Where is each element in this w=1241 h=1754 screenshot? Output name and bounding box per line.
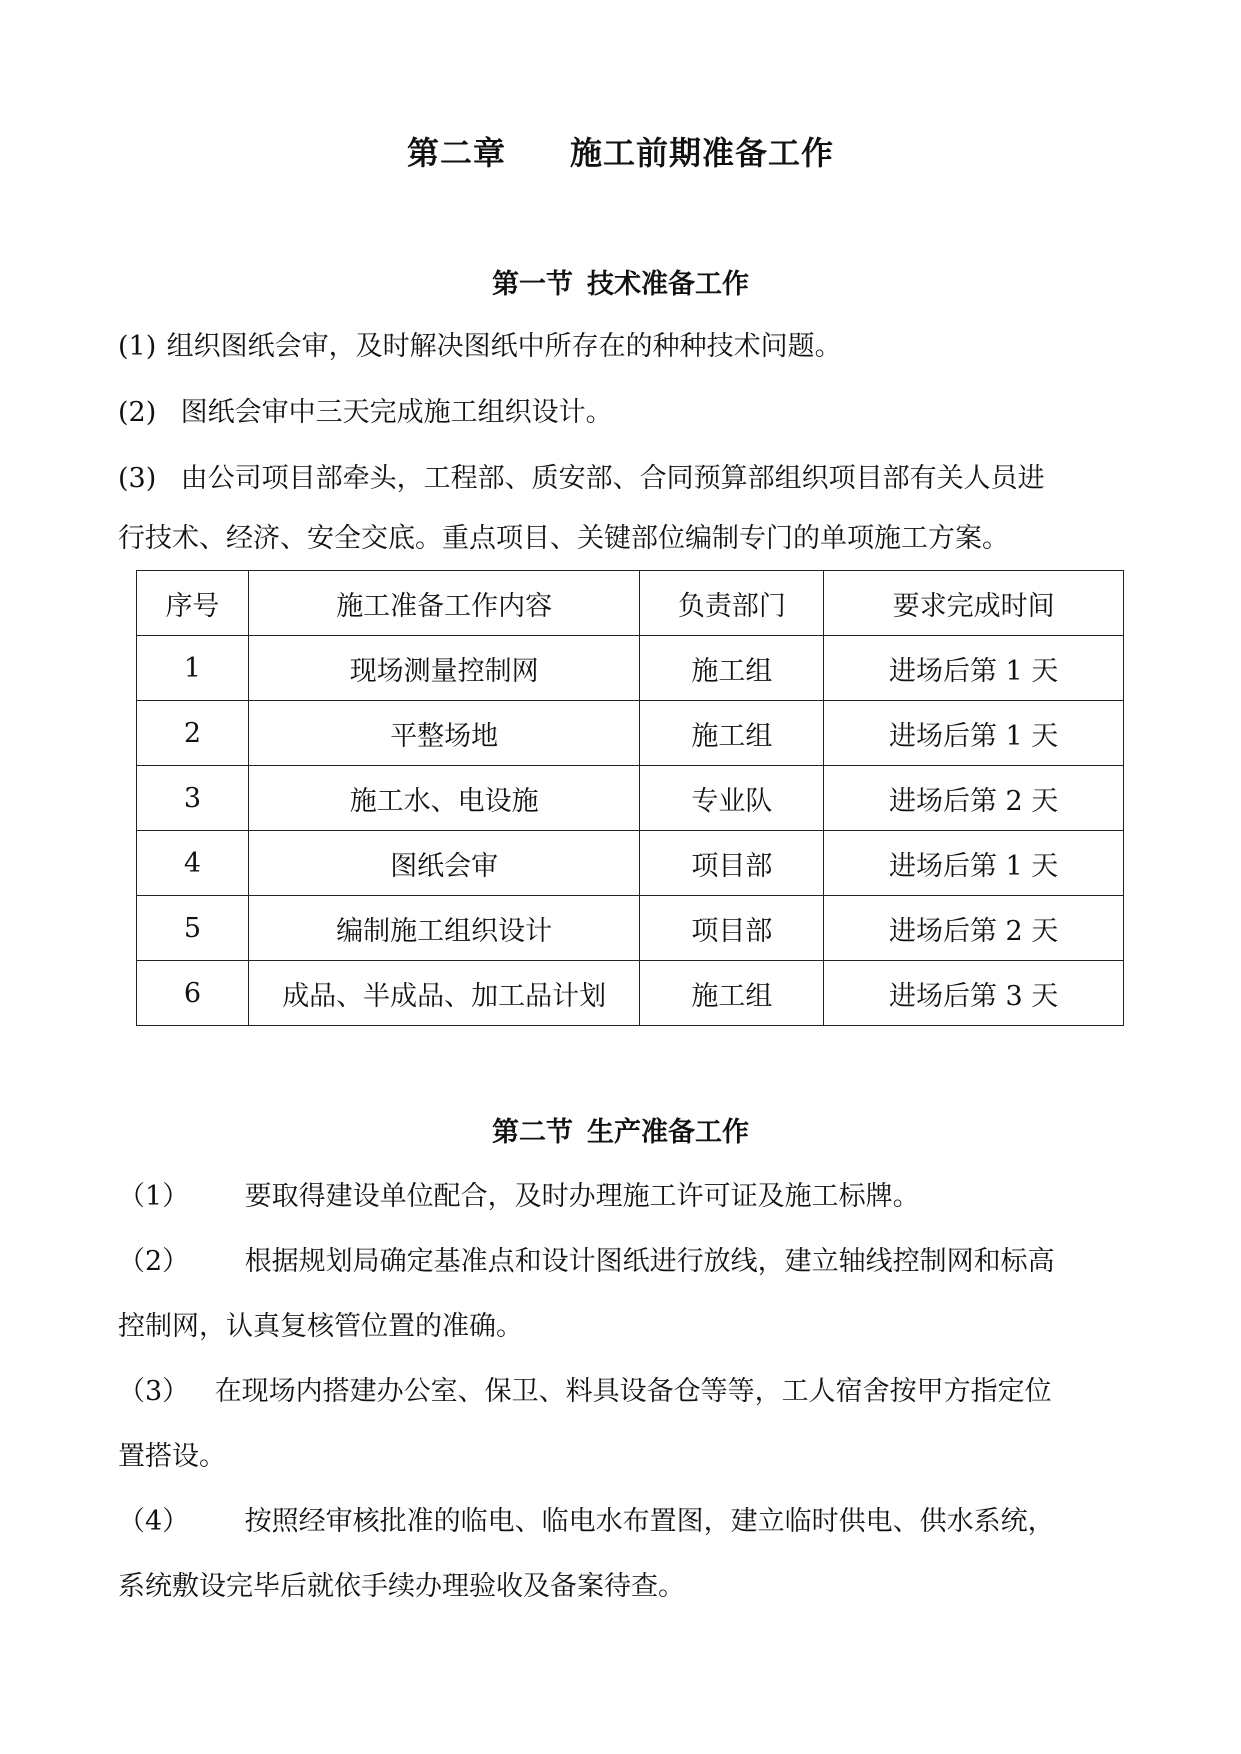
table-cell: 现场测量控制网 <box>248 636 640 701</box>
prod-item-4 <box>118 1489 1123 1555</box>
table-cell: 施工水、电设施 <box>248 766 640 831</box>
table-cell: 4 <box>137 831 249 896</box>
prod-item-1 <box>118 1164 1123 1230</box>
table-cell: 进场后第 1 天 <box>824 636 1124 701</box>
item-text: 在现场内搭建办公室、保卫、料具设备仓等等，工人宿舍按甲方指定位 <box>214 1376 1052 1407</box>
tech-item-2 <box>118 380 1123 446</box>
item-text: 要取得建设单位配合，及时办理施工许可证及施工标牌。 <box>244 1181 920 1212</box>
prod-item-2-continued: 控制网，认真复核管位置的准确。 <box>118 1311 523 1342</box>
table-cell: 进场后第 2 天 <box>824 896 1124 961</box>
prod-item-3-continued: 置搭设。 <box>118 1441 226 1472</box>
table-row <box>137 896 1124 961</box>
table-cell: 施工组 <box>640 636 824 701</box>
section-name: 技术准备工作 <box>587 269 749 300</box>
table-cell: 项目部 <box>640 831 824 896</box>
item-number: (2) <box>118 397 157 428</box>
table-cell: 施工组 <box>640 961 824 1026</box>
item-text: 组织图纸会审，及时解决图纸中所存在的种种技术问题。 <box>166 331 842 362</box>
prod-item-3 <box>118 1359 1123 1425</box>
item-number: （2） <box>118 1246 190 1277</box>
header-cell: 施工准备工作内容 <box>248 571 640 636</box>
table-row <box>137 961 1124 1026</box>
item-text: 图纸会审中三天完成施工组织设计。 <box>180 397 613 428</box>
prod-item-4-continued: 系统敷设完毕后就依手续办理验收及备案待查。 <box>118 1571 685 1602</box>
table-row <box>137 636 1124 701</box>
table-row <box>137 831 1124 896</box>
table-cell: 专业队 <box>640 766 824 831</box>
table-cell: 进场后第 2 天 <box>824 766 1124 831</box>
section-title-1 <box>0 262 1241 301</box>
item-text: 由公司项目部牵头，工程部、质安部、合同预算部组织项目部有关人员进 <box>180 463 1045 494</box>
header-cell: 序号 <box>137 571 249 636</box>
item-number: （4） <box>118 1506 190 1537</box>
chapter-title <box>0 128 1241 174</box>
header-cell: 要求完成时间 <box>824 571 1124 636</box>
item-text: 根据规划局确定基准点和设计图纸进行放线，建立轴线控制网和标高 <box>244 1246 1055 1277</box>
section-label: 第二节 <box>492 1117 573 1148</box>
table-cell: 施工组 <box>640 701 824 766</box>
table-cell: 图纸会审 <box>248 831 640 896</box>
table-row <box>137 701 1124 766</box>
table-header-row <box>137 571 1124 636</box>
preparation-table <box>136 570 1124 1026</box>
table-row <box>137 766 1124 831</box>
table-cell: 5 <box>137 896 249 961</box>
table-cell: 项目部 <box>640 896 824 961</box>
item-text: 按照经审核批准的临电、临电水布置图，建立临时供电、供水系统， <box>244 1506 1055 1537</box>
table-cell: 6 <box>137 961 249 1026</box>
section-title-2 <box>0 1110 1241 1149</box>
chapter-name: 施工前期准备工作 <box>570 134 835 172</box>
tech-item-3-continued: 行技术、经济、安全交底。重点项目、关键部位编制专门的单项施工方案。 <box>118 523 1009 554</box>
tech-item-1 <box>118 314 1123 380</box>
table-cell: 进场后第 1 天 <box>824 831 1124 896</box>
item-number: （1） <box>118 1181 190 1212</box>
table-cell: 1 <box>137 636 249 701</box>
tech-item-3 <box>118 446 1123 512</box>
table-cell: 进场后第 1 天 <box>824 701 1124 766</box>
table-cell: 编制施工组织设计 <box>248 896 640 961</box>
item-number: (3) <box>118 463 157 494</box>
prod-item-2 <box>118 1229 1123 1295</box>
section-label: 第一节 <box>492 269 573 300</box>
item-number: （3） <box>118 1376 190 1407</box>
table-cell: 3 <box>137 766 249 831</box>
item-number: (1) <box>118 331 157 362</box>
header-cell: 负责部门 <box>640 571 824 636</box>
table-cell: 2 <box>137 701 249 766</box>
table-cell: 平整场地 <box>248 701 640 766</box>
table-cell: 成品、半成品、加工品计划 <box>248 961 640 1026</box>
section-name: 生产准备工作 <box>587 1117 749 1148</box>
chapter-label: 第二章 <box>406 134 506 172</box>
table-cell: 进场后第 3 天 <box>824 961 1124 1026</box>
